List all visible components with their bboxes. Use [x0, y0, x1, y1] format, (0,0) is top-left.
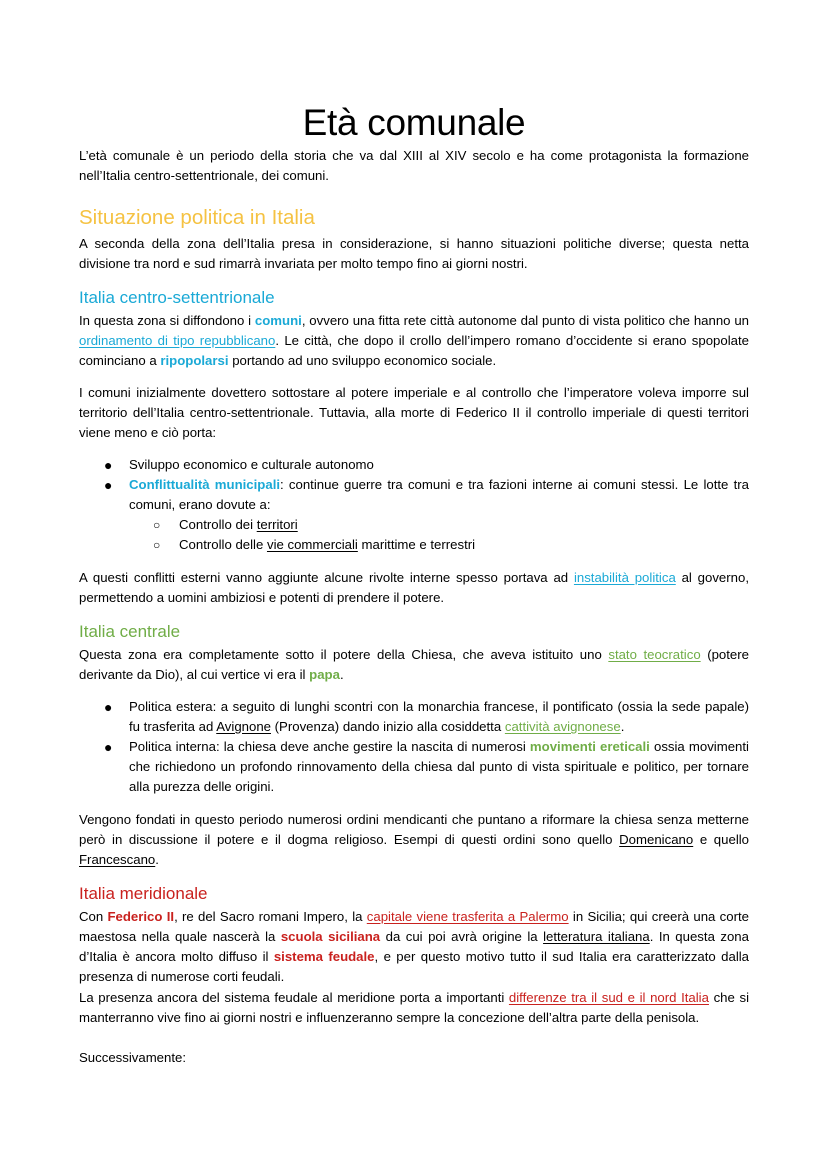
list-item — [79, 475, 749, 555]
nord-paragraph-3 — [79, 568, 749, 608]
text: A questi conflitti esterni vanno aggiunte alcune rivolte interne spesso portava ad — [79, 570, 574, 585]
text: . — [155, 852, 159, 867]
papa-term: papa — [309, 667, 340, 682]
heading-situazione-politica: Situazione politica in Italia — [79, 206, 315, 229]
text: ossia movimenti che richiedono un profondo rinnovamento della chiesa dal punto di vista spirituale e politico, per tornare alla purezza delle origini. — [129, 739, 749, 794]
text: Vengono fondati in questo periodo numerosi ordini mendicanti che puntano a riformare la chiesa senza metterne però in discussione il potere e il dogma religioso. Esempi di questi ordini sono quello — [79, 812, 749, 847]
instabilita-link[interactable]: instabilità politica — [573, 570, 676, 585]
text: da cui poi avrà origine la — [380, 929, 544, 944]
text: . Le città, che dopo il crollo dell’impero romano d’occidente si erano spopolate cominciano a — [79, 333, 749, 368]
differenze-link[interactable]: differenze tra il sud e il nord Italia — [508, 990, 709, 1005]
nord-paragraph-1 — [79, 311, 749, 371]
bullet-icon: ● — [104, 457, 113, 473]
letteratura-term: letteratura italiana — [543, 929, 650, 944]
centro-bullet-list — [79, 697, 749, 797]
text: La presenza ancora del sistema feudale al meridione porta a importanti — [79, 990, 509, 1005]
avignone-term: Avignone — [216, 719, 271, 734]
text: , re del Sacro romani Impero, la — [174, 909, 367, 924]
intro-paragraph: L’età comunale è un periodo della storia che va dal XIII al XIV secolo e ha come protagonista la formazione nell’Italia centro-settentrionale, dei comuni. — [79, 148, 749, 183]
list-item — [79, 737, 749, 797]
text: Questa zona era completamente sotto il potere della Chiesa, che aveva istituito uno — [79, 647, 609, 662]
bullet-icon: ● — [104, 739, 113, 755]
ordinamento-link[interactable]: ordinamento di tipo repubblicano — [79, 333, 276, 348]
text: in Sicilia; qui creerà una corte maestosa nella quale nascerà la — [79, 909, 749, 944]
list-item — [79, 697, 749, 737]
comuni-term: comuni — [254, 313, 302, 328]
text: marittime e terrestri — [357, 537, 476, 552]
text: e quello — [693, 832, 750, 847]
text: . — [339, 667, 344, 682]
text: Controllo delle — [179, 537, 267, 552]
text: Con — [79, 909, 108, 924]
politica-paragraph: A seconda della zona dell’Italia presa in considerazione, si hanno situazioni politiche diverse; questa netta divisione tra nord e sud rimarrà invariata per molto tempo fino ai giorni nostri. — [79, 236, 749, 271]
domenicano-term: Domenicano — [619, 832, 694, 847]
text: Controllo dei — [179, 517, 257, 532]
text: , ovvero una fitta rete città autonome dal punto di vista politico che hanno un — [301, 313, 749, 328]
sub-list-item — [79, 535, 749, 555]
nord-bullet-list — [79, 455, 749, 555]
heading-italia-meridionale: Italia meridionale — [79, 884, 208, 903]
heading-italia-centrale: Italia centrale — [79, 622, 181, 641]
text: . In questa zona d’Italia è ancora molto diffuso il — [79, 929, 749, 964]
text: : continue guerre tra comuni e tra fazioni interne ai comuni stessi. Le lotte tra comuni, erano dovute a: — [129, 477, 750, 512]
bullet-icon: ● — [104, 477, 113, 493]
capitale-link[interactable]: capitale viene trasferita a Palermo — [366, 909, 569, 924]
sud-paragraph-1 — [79, 907, 749, 987]
sud-paragraph-3: Successivamente: — [79, 1050, 187, 1065]
text: In questa zona si diffondono i — [79, 313, 255, 328]
movimenti-ereticali-term: movimenti ereticali — [529, 739, 650, 754]
ripopolarsi-term: ripopolarsi — [160, 353, 229, 368]
cattivita-link[interactable]: cattività avignonese — [504, 719, 621, 734]
text: Politica interna: la chiesa deve anche gestire la nascita di numerosi — [129, 739, 530, 754]
text: Sviluppo economico e culturale autonomo — [129, 457, 374, 472]
text: al governo, permettendo a uomini ambiziosi e potenti di prendere il potere. — [79, 570, 749, 605]
sud-paragraph-2 — [79, 988, 749, 1028]
circle-bullet-icon: ○ — [153, 538, 161, 552]
conflittualita-term: Conflittualità municipali — [129, 477, 281, 492]
text: che si manterranno vive fino ai giorni nostri e influenzeranno sempre la concezione dell’altra parte della penisola. — [79, 990, 749, 1025]
scuola-siciliana-term: scuola siciliana — [280, 929, 381, 944]
text: portando ad uno sviluppo economico sociale. — [228, 353, 497, 368]
text: (potere derivante da Dio), al cui vertice vi era il — [79, 647, 749, 682]
centro-paragraph-1 — [79, 645, 749, 685]
list-item — [79, 455, 749, 475]
nord-paragraph-2: I comuni inizialmente dovettero sottostare al potere imperiale e al controllo che l’imperatore voleva imporre sul territorio dell’Italia centro-settentrionale. Tuttavia, alla morte di Federico II il controllo imperiale di questi territori viene meno e ciò porta: — [79, 385, 749, 440]
federico-term: Federico II — [107, 909, 175, 924]
sub-list — [129, 515, 749, 555]
text: Politica estera: a seguito di lunghi scontri con la monarchia francese, il pontificato (ossia la sede papale) fu trasferita ad — [129, 699, 749, 734]
text: , e per questo motivo tutto il sud Italia era caratterizzato dalla presenza di numerose corti feudali. — [79, 949, 750, 984]
francescano-term: Francescano — [79, 852, 156, 867]
bullet-icon: ● — [104, 699, 113, 715]
text: . — [620, 719, 625, 734]
centro-paragraph-2 — [79, 810, 749, 870]
sistema-feudale-term: sistema feudale — [273, 949, 375, 964]
stato-teocratico-link[interactable]: stato teocratico — [608, 647, 701, 662]
page-title: Età comunale — [302, 102, 526, 143]
circle-bullet-icon: ○ — [153, 518, 161, 532]
underlined-term: territori — [256, 517, 298, 532]
heading-italia-nord: Italia centro-settentrionale — [79, 288, 275, 307]
sub-list-item — [79, 515, 749, 535]
text: (Provenza) dando inizio alla cosiddetta — [271, 719, 505, 734]
underlined-term: vie commerciali — [266, 537, 358, 552]
